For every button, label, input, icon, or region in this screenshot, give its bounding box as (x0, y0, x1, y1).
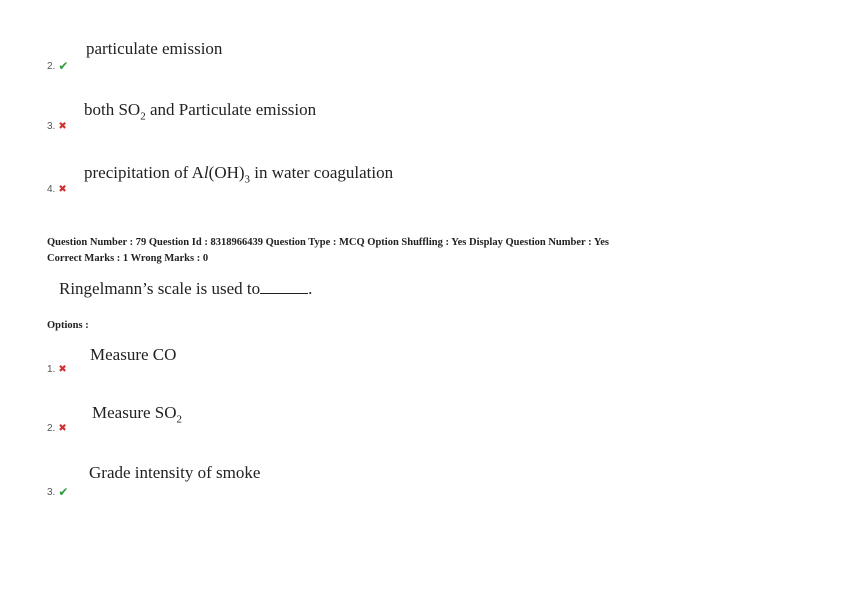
option-number: 4. ✖ (47, 184, 67, 195)
check-icon: ✔ (58, 59, 69, 73)
option-text: Measure $SO_2$ (92, 403, 183, 426)
option-text: particulate emission (86, 39, 223, 58)
option-number: 2. ✔ (47, 59, 69, 73)
options-label: Options : (47, 320, 89, 331)
option-number: 1. ✖ (47, 364, 67, 375)
option-number: 2. ✖ (47, 423, 67, 434)
option-text: both $SO_2$ and Particulate emission (84, 100, 317, 123)
cross-icon: ✖ (58, 121, 67, 132)
option-number: 3. ✔ (47, 485, 69, 499)
cross-icon: ✖ (58, 184, 67, 195)
cross-icon: ✖ (58, 364, 67, 375)
question-meta-line2: Correct Marks : 1 Wrong Marks : 0 (47, 253, 209, 264)
option-text: Grade intensity of smoke (89, 463, 261, 482)
check-icon: ✔ (58, 485, 69, 499)
option-text: Measure CO (90, 345, 177, 364)
option-number: 3. ✖ (47, 121, 67, 132)
question-text: Ringelmann’s scale is used to . (59, 279, 313, 298)
question-meta-line1: Question Number : 79 Question Id : 8318966439 Question Type : MCQ Option Shuffling : Yes Display Question Number : Yes (47, 237, 610, 248)
answer-blank (260, 279, 308, 294)
option-text: precipitation of $Al(OH)_3$ in water coagulation (84, 163, 394, 186)
cross-icon: ✖ (58, 423, 67, 434)
